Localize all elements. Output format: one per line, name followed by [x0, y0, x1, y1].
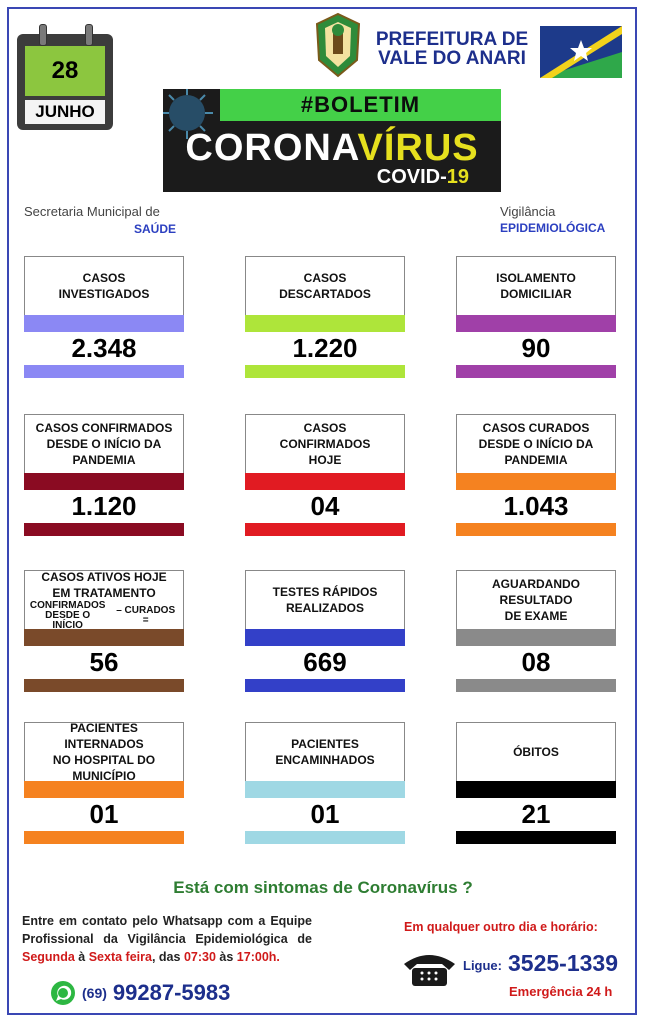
stat-card-label-line: DESCARTADOS [279, 287, 371, 301]
stat-card-value: 04 [310, 491, 340, 521]
stat-card-value: 56 [89, 647, 119, 677]
stat-card-label-line: ENCAMINHADOS [275, 753, 375, 767]
stat-card [245, 570, 405, 692]
stat-card-label-line: NO HOSPITAL DO [52, 753, 156, 767]
stat-card-color-bar [245, 473, 405, 490]
symptoms-question: Está com sintomas de Coronavírus ? [173, 878, 473, 897]
stat-card-label-line: RESULTADO [499, 593, 573, 607]
stat-card-label-line: ÓBITOS [513, 745, 559, 759]
stat-card [456, 256, 616, 378]
stat-card-label-line: CASOS [303, 271, 347, 285]
phone-number[interactable]: 3525-1339 [508, 950, 618, 976]
secretaria-line-1: Secretaria Municipal de [24, 204, 160, 219]
banner-covid-white: COVID- [376, 166, 447, 188]
stat-card-color-bar [456, 315, 616, 332]
stat-card-value: 2.348 [71, 333, 137, 363]
stat-card-color-bar-bottom [456, 365, 616, 378]
stat-card-color-bar-bottom [24, 679, 184, 692]
stat-card-color-bar [245, 629, 405, 646]
stat-card-formula [29, 601, 179, 631]
contact-start-time: 07:30 [183, 950, 216, 964]
stat-card-color-bar [456, 473, 616, 490]
stat-card [24, 256, 184, 378]
stat-card-color-bar [245, 315, 405, 332]
stat-card-value: 1.043 [503, 491, 569, 521]
vigilancia-label [500, 204, 625, 235]
telephone-icon [402, 950, 457, 988]
stat-card-color-bar [24, 315, 184, 332]
calendar-month: JUNHO [25, 100, 105, 124]
stat-card-value: 669 [303, 647, 347, 677]
stat-card-label-line: HOJE [308, 453, 342, 467]
contact-end-time: 17:00h. [236, 950, 280, 964]
stat-card-label [245, 722, 405, 781]
banner-covid [377, 166, 469, 189]
stat-card-label-line: DESDE O INÍCIO DA [478, 437, 594, 451]
contact-das: , das [151, 950, 181, 964]
stat-card [245, 414, 405, 536]
prefeitura-title [367, 30, 537, 68]
stat-card-color-bar-bottom [245, 523, 405, 536]
stat-card-label [456, 414, 616, 473]
vigilancia-line-1: Vigilância [500, 204, 556, 219]
stat-card-value: 90 [521, 333, 551, 363]
contact-text [22, 912, 312, 966]
stat-card [24, 414, 184, 536]
stat-card-label [245, 414, 405, 473]
stat-card-color-bar-bottom [456, 679, 616, 692]
stat-card-color-bar-bottom [245, 365, 405, 378]
whatsapp-contact[interactable] [50, 980, 230, 1006]
vigilancia-line-2: EPIDEMIOLÓGICA [500, 221, 606, 235]
rondonia-flag-icon [540, 26, 622, 78]
prefeitura-line-1: PREFEITURA DE [375, 29, 529, 50]
stat-card-label-line: DE EXAME [504, 609, 568, 623]
stat-card-label [245, 256, 405, 315]
stat-card-label-line: PANDEMIA [72, 453, 136, 467]
banner-title-yellow: VÍRUS [357, 127, 479, 169]
stat-card-color-bar [456, 629, 616, 646]
stat-card-label-line: CASOS CONFIRMADOS [35, 421, 173, 435]
stat-card-label-line: DOMICILIAR [500, 287, 572, 301]
stat-card-label-line: EM TRATAMENTO [52, 586, 156, 600]
calendar-day: 28 [25, 46, 105, 96]
boletim-banner [163, 89, 501, 192]
stat-card-color-bar-bottom [24, 831, 184, 844]
stat-card-color-bar-bottom [24, 365, 184, 378]
ligue-label: Ligue: [463, 958, 502, 973]
stat-card-color-bar-bottom [24, 523, 184, 536]
stat-card-label-line: CONFIRMADOS [279, 437, 371, 451]
formula-right: – CURADOS = [116, 605, 176, 626]
stat-card-color-bar [24, 473, 184, 490]
banner-covid-yellow: 19 [446, 166, 469, 188]
formula-left-line: DESDE O INÍCIO [45, 610, 91, 631]
stat-card-label-line: ISOLAMENTO [496, 271, 576, 285]
stat-card-label [456, 722, 616, 781]
stat-card-color-bar-bottom [456, 523, 616, 536]
stat-card-color-bar [245, 781, 405, 798]
stat-card-label-line: TESTES RÁPIDOS [272, 585, 378, 599]
banner-title [163, 127, 501, 170]
stat-card [456, 414, 616, 536]
stat-card-label [245, 570, 405, 629]
banner-title-white: CORONA [185, 127, 358, 169]
stat-card-label [24, 256, 184, 315]
calendar-icon [17, 34, 113, 130]
stat-card-label [456, 256, 616, 315]
stat-card-label-line: CASOS [82, 271, 126, 285]
secretaria-line-2: SAÚDE [133, 222, 176, 236]
stat-card-label [24, 570, 184, 629]
stat-card [24, 722, 184, 844]
stat-card-value: 21 [521, 799, 551, 829]
stat-card-color-bar-bottom [245, 831, 405, 844]
contact-as: às [219, 950, 234, 964]
stat-card-label [24, 722, 184, 781]
whatsapp-number: 99287-5983 [112, 980, 231, 1005]
stat-card-label [24, 414, 184, 473]
whatsapp-icon [50, 980, 76, 1006]
prefeitura-line-2: VALE DO ANARI [378, 48, 526, 69]
whatsapp-area-code: (69) [82, 985, 107, 1001]
stat-card-value: 1.120 [71, 491, 137, 521]
stat-card-label-line: PANDEMIA [504, 453, 568, 467]
stat-card-label-line: REALIZADOS [286, 601, 364, 615]
stat-card-color-bar-bottom [456, 831, 616, 844]
stat-card [245, 256, 405, 378]
stat-card-label-line: CASOS [303, 421, 347, 435]
stat-card-label-line: DESDE O INÍCIO DA [46, 437, 162, 451]
contact-monday: Segunda [22, 950, 75, 964]
stat-card-label-line: PACIENTES INTERNADOS [64, 721, 144, 751]
stat-card [24, 570, 184, 692]
stat-card [456, 722, 616, 844]
other-time-label: Em qualquer outro dia e horário: [404, 920, 598, 934]
stat-card-color-bar [24, 629, 184, 646]
municipal-crest-icon [313, 12, 363, 78]
stat-card-value: 1.220 [292, 333, 358, 363]
stat-card-label-line: CASOS ATIVOS HOJE [41, 570, 167, 584]
boletim-hashtag: #BOLETIM [220, 89, 501, 121]
formula-left-line: CONFIRMADOS [29, 600, 106, 611]
stat-card [456, 570, 616, 692]
stat-card [245, 722, 405, 844]
contact-a: à [78, 950, 86, 964]
stat-card-color-bar-bottom [245, 679, 405, 692]
stat-card-label-line: PACIENTES [291, 737, 359, 751]
contact-friday: Sexta feira [88, 950, 152, 964]
stat-card-color-bar [456, 781, 616, 798]
stat-card-value: 01 [310, 799, 340, 829]
stat-card-label-line: MUNICÍPIO [72, 769, 136, 783]
secretaria-label [24, 204, 184, 236]
stat-card-value: 08 [521, 647, 551, 677]
stat-card-value: 01 [89, 799, 119, 829]
contact-line: Entre em contato pelo Whatsapp com a Equipe Profissional da Vigilância Epidemiológica de [22, 914, 312, 946]
emergency-label: Emergência 24 h [509, 984, 613, 999]
stat-card-label-line: AGUARDANDO [492, 577, 580, 591]
stat-card-label [456, 570, 616, 629]
stat-card-label-line: INVESTIGADOS [58, 287, 150, 301]
stat-card-label-line: CASOS CURADOS [482, 421, 590, 435]
